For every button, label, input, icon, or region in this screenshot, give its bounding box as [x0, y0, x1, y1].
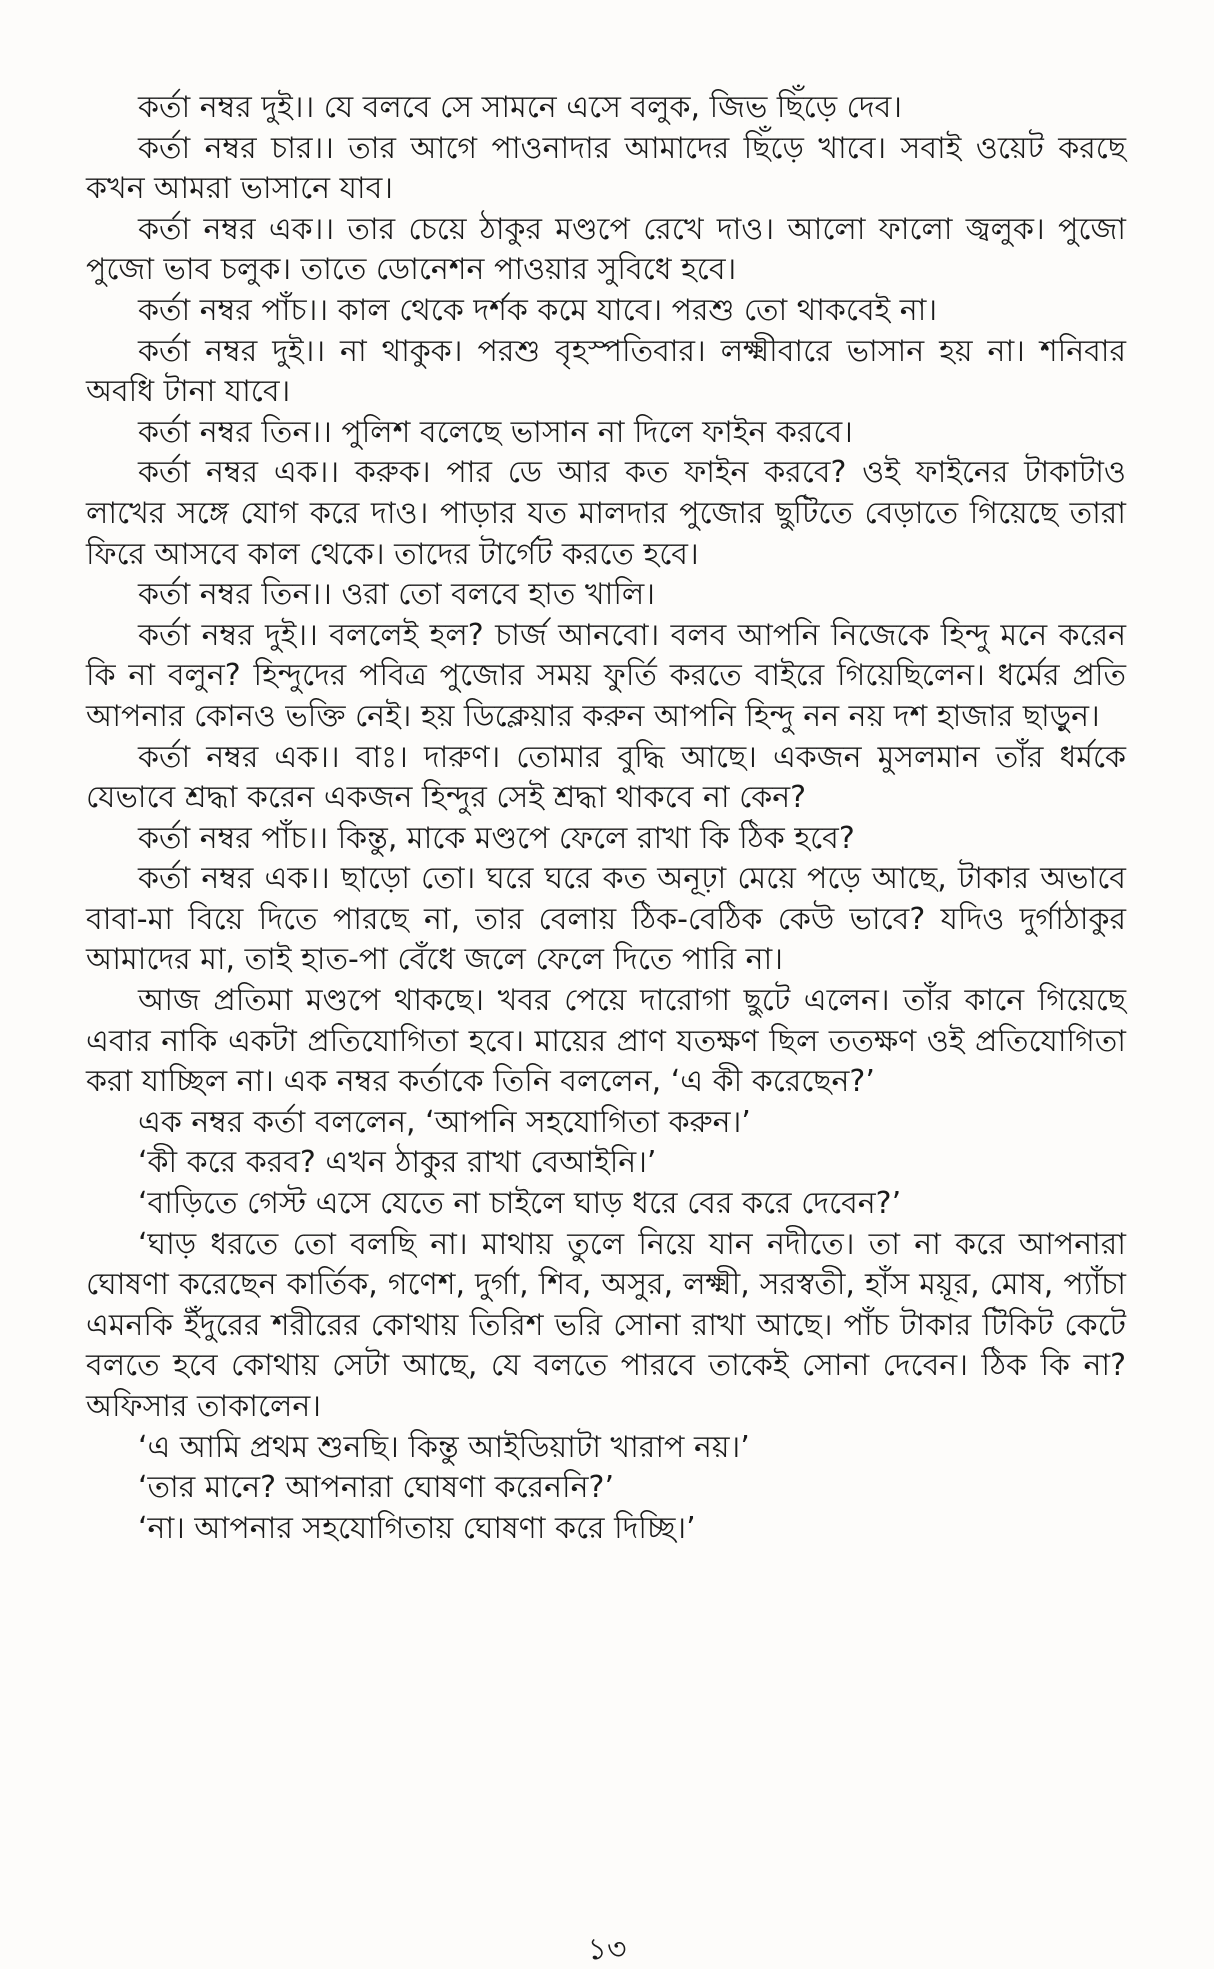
paragraph: কর্তা নম্বর এক।। করুক। পার ডে আর কত ফাইন করবে? ওই ফাইনের টাকাটাও লাখের সঙ্গে যোগ করে দাও। পাড়ার যত মালদার পুজোর ছুটিতে বেড়াতে গিয়েছে তারা ফিরে আসবে কাল থেকে। তাদের টার্গেট করতে হবে। [86, 455, 1126, 572]
body-text [86, 88, 1126, 1549]
paragraph: ‘বাড়িতে গেস্ট এসে যেতে না চাইলে ঘাড় ধরে বের করে দেবেন?’ [138, 1186, 902, 1222]
paragraph: কর্তা নম্বর এক।। বাঃ। দারুণ। তোমার বুদ্ধি আছে। একজন মুসলমান তাঁর ধর্মকে যেভাবে শ্রদ্ধা করেন একজন হিন্দুর সেই শ্রদ্ধা থাকবে না কেন? [86, 739, 1126, 816]
paragraph: কর্তা নম্বর দুই।। যে বলবে সে সামনে এসে বলুক, জিভ ছিঁড়ে দেব। [138, 90, 903, 125]
paragraph: আজ প্রতিমা মণ্ডপে থাকছে। খবর পেয়ে দারোগা ছুটে এলেন। তাঁর কানে গিয়েছে এবার নাকি একটা প্রতিযোগিতা হবে। মায়ের প্রাণ যতক্ষণ ছিল ততক্ষণ ওই প্রতিযোগিতা করা যাচ্ছিল না। এক নম্বর কর্তাকে তিনি বললেন, ‘এ কী করেছেন?’ [86, 983, 1126, 1100]
paragraph: কর্তা নম্বর পাঁচ।। কিন্তু, মাকে মণ্ডপে ফেলে রাখা কি ঠিক হবে? [138, 820, 855, 856]
paragraph: কর্তা নম্বর এক।। ছাড়ো তো। ঘরে ঘরে কত অনূঢ়া মেয়ে পড়ে আছে, টাকার অভাবে বাবা-মা বিয়ে দিতে পারছে না, তার বেলায় ঠিক-বেঠিক কেউ ভাবে? যদিও দুর্গাঠাকুর আমাদের মা, তাই হাত-পা বেঁধে জলে ফেলে দিতে পারি না। [86, 861, 1126, 978]
paragraph: ‘না। আপনার সহযোগিতায় ঘোষণা করে দিচ্ছি।’ [138, 1510, 696, 1546]
paragraph: এক নম্বর কর্তা বললেন, ‘আপনি সহযোগিতা করুন।’ [138, 1104, 751, 1140]
page-number: ১৩ [587, 1932, 627, 1967]
paragraph: কর্তা নম্বর পাঁচ।। কাল থেকে দর্শক কমে যাবে। পরশু তো থাকবেই না। [138, 292, 938, 328]
paragraph: ‘কী করে করব? এখন ঠাকুর রাখা বেআইনি।’ [138, 1145, 657, 1181]
paragraph: কর্তা নম্বর চার।। তার আগে পাওনাদার আমাদের ছিঁড়ে খাবে। সবাই ওয়েট করছে কখন আমরা ভাসানে যাব। [86, 130, 1126, 207]
paragraph: ‘ঘাড় ধরতে তো বলছি না। মাথায় তুলে নিয়ে যান নদীতে। তা না করে আপনারা ঘোষণা করেছেন কার্তিক, গণেশ, দুর্গা, শিব, অসুর, লক্ষ্মী, সরস্বতী, হাঁস ময়ূর, মোষ, প্যাঁচা এমনকি ইঁদুরের শরীরের কোথায় তিরিশ ভরি সোনা রাখা আছে। পাঁচ টাকার টিকিট কেটে বলতে হবে কোথায় সেটা আছে, যে বলতে পারবে তাকেই সোনা দেবেন। ঠিক কি না? অফিসার তাকালেন। [86, 1226, 1126, 1424]
paragraph: কর্তা নম্বর এক।। তার চেয়ে ঠাকুর মণ্ডপে রেখে দাও। আলো ফালো জ্বলুক। পুজো পুজো ভাব চলুক। তাতে ডোনেশন পাওয়ার সুবিধে হবে। [86, 211, 1126, 288]
paragraph: কর্তা নম্বর তিন।। পুলিশ বলেছে ভাসান না দিলে ফাইন করবে। [138, 414, 853, 450]
paragraph: ‘তার মানে? আপনারা ঘোষণা করেননি?’ [138, 1470, 614, 1506]
paragraph: ‘এ আমি প্রথম শুনছি। কিন্তু আইডিয়াটা খারাপ নয়।’ [138, 1429, 750, 1465]
paragraph: কর্তা নম্বর দুই।। না থাকুক। পরশু বৃহস্পতিবার। লক্ষ্মীবারে ভাসান হয় না। শনিবার অবধি টানা যাবে। [86, 333, 1126, 410]
paragraph: কর্তা নম্বর দুই।। বললেই হল? চার্জ আনবো। বলব আপনি নিজেকে হিন্দু মনে করেন কি না বলুন? হিন্দুদের পবিত্র পুজোর সময় ফুর্তি করতে বাইরে গিয়েছিলেন। ধর্মের প্রতি আপনার কোনও ভক্তি নেই। হয় ডিক্লেয়ার করুন আপনি হিন্দু নন নয় দশ হাজার ছাড়ুন। [86, 617, 1126, 734]
paragraph: কর্তা নম্বর তিন।। ওরা তো বলবে হাত খালি। [138, 577, 655, 613]
